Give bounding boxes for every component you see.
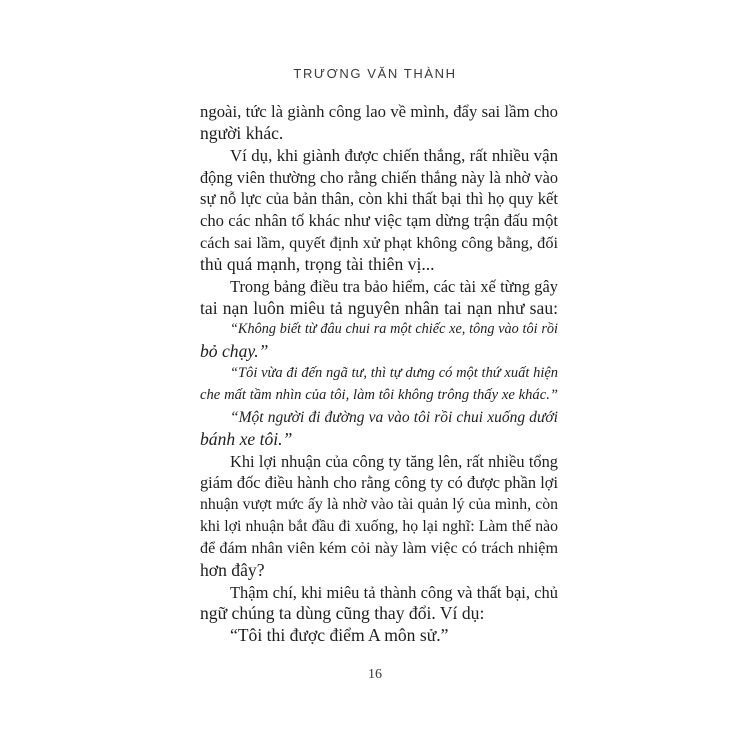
quote-line: “Một người đi đường va vào tôi rồi chui xuống dưới: [230, 408, 558, 426]
text-line: Khi lợi nhuận của công ty tăng lên, rất nhiều tổng: [230, 451, 558, 471]
text-line: Thậm chí, khi miêu tả thành công và thất bại, chủ: [230, 582, 558, 602]
text-line: Ví dụ, khi giành được chiến thắng, rất nhiều vận: [230, 145, 558, 165]
quote-line: “Không biết từ đâu chui ra một chiếc xe, tông vào tôi rồi: [230, 321, 558, 338]
text-line: cách sai lầm, quyết định xử phạt không công bằng, đối: [200, 233, 558, 253]
text-line: người khác.: [200, 122, 284, 143]
quote-line: bánh xe tôi.”: [200, 428, 293, 449]
quote-line: bỏ chạy.”: [200, 341, 269, 362]
text-line: Trong bảng điều tra bảo hiểm, các tài xế từng gây: [230, 276, 558, 296]
text-line: hơn đây?: [200, 559, 265, 580]
quote-line: “Tôi vừa đi đến ngã tư, thì tự dưng có một thứ xuất hiện: [230, 365, 558, 382]
running-header: TRƯƠNG VĂN THÀNH: [293, 66, 457, 81]
text-line: thủ quá mạnh, trọng tài thiên vị...: [200, 253, 435, 274]
text-line: ngoài, tức là giành công lao về mình, đẩy sai lầm cho: [200, 102, 558, 121]
text-line: tai nạn luôn miêu tả nguyên nhân tai nạn như sau:: [200, 297, 558, 318]
text-line: để đám nhân viên kém cỏi này làm việc có trách nhiệm: [200, 539, 558, 557]
text-line: nhuận vượt mức ấy là nhờ vào tài quản lý của mình, còn: [200, 496, 558, 514]
text-line: sự nỗ lực của bản thân, còn khi thất bại thì họ quy kết: [200, 189, 558, 209]
text-line: giám đốc điều hành cho rằng công ty có được phần lợi: [200, 473, 558, 493]
text-line: khi lợi nhuận bắt đầu đi xuống, họ lại nghĩ: Làm thế nào: [200, 518, 558, 536]
text-line: cho các nhân tố khác như việc tạm dừng trận đấu một: [200, 211, 558, 231]
page-number: 16: [368, 667, 382, 682]
text-line: động viên thường cho rằng chiến thắng này là nhờ vào: [200, 167, 558, 187]
quote-line: che mất tầm nhìn của tôi, làm tôi không trông thấy xe khác.”: [200, 386, 558, 403]
text-line: ngữ chúng ta dùng cũng thay đổi. Ví dụ:: [200, 603, 485, 624]
body-text: [200, 101, 558, 647]
text-line: “Tôi thi được điểm A môn sử.”: [230, 625, 449, 646]
